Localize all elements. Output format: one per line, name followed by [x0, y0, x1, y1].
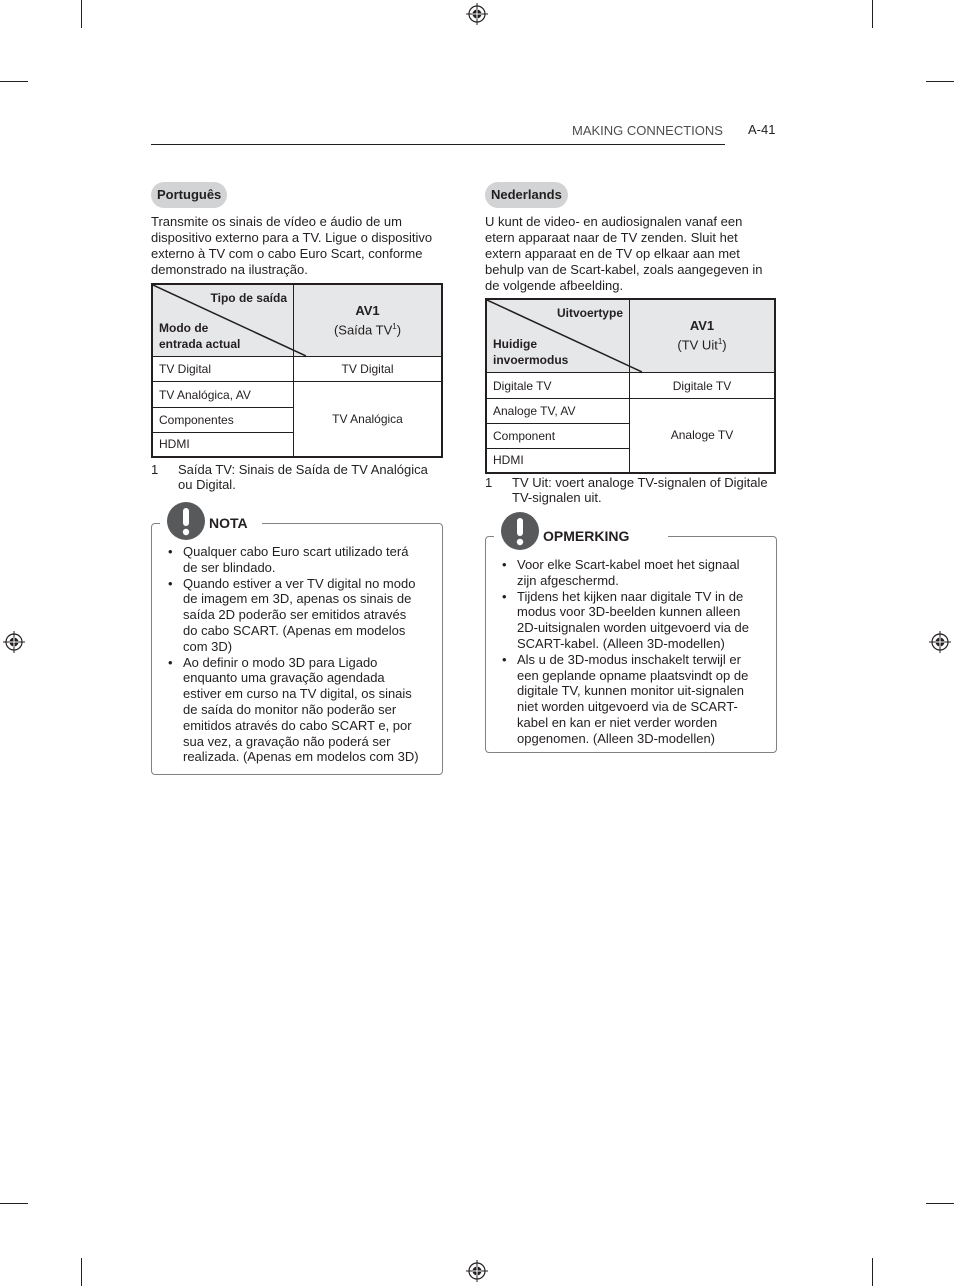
exclamation-icon — [166, 501, 206, 541]
note-item: • Ao definir o modo 3D para Ligado enquanto uma gravação agendada estiver em curso na TV digital, os sinais de saída do monitor não poderão ser emitidos através do cabo SCART e, por sua vez, a gravação não poderá ser realizada. (Apenas em modelos com 3D) — [167, 655, 437, 766]
registration-mark-icon — [466, 1260, 488, 1282]
note-item: • Tijdens het kijken naar digitale TV in de modus voor 3D-beelden kunnen alleen 2D-uitsignalen worden uitgevoerd via de SCART-kabel. (Alleen 3D-modellen) — [501, 589, 771, 652]
crop-mark — [872, 1258, 873, 1286]
table-footnote: 1 TV Uit: voert analoge TV-signalen of Digitale TV-signalen uit. — [485, 475, 768, 505]
table-row-label: Digitale TV — [486, 373, 630, 399]
table-cell: Digitale TV — [630, 373, 776, 399]
language-label-dutch: Nederlands — [485, 182, 568, 208]
note-title-text: OPMERKING — [543, 528, 630, 544]
crop-mark — [81, 1258, 82, 1286]
section-title: MAKING CONNECTIONS — [572, 123, 723, 138]
connection-table — [151, 283, 443, 458]
table-cell: Analoge TV — [630, 399, 776, 473]
table-corner-cell: Tipo de saída Modo de entrada actual — [152, 284, 294, 357]
table-row-label: Analoge TV, AV — [486, 399, 630, 424]
note-item: • Als u de 3D-modus inschakelt terwijl er een geplande opname plaatsvindt op de digitale TV, kunnen monitor uit-signalen niet worden uitgevoerd via de SCART- kabel en kan er niet verder worden opgenomen. (Alleen 3D-modellen) — [501, 652, 771, 747]
note-box — [151, 523, 443, 775]
table-row-label: Component — [486, 424, 630, 449]
header-rule — [151, 144, 725, 145]
crop-mark — [0, 81, 28, 82]
crop-mark — [872, 0, 873, 28]
intro-paragraph: Transmite os sinais de vídeo e áudio de um dispositivo externo para a TV. Ligue o dispositivo externo à TV com o cabo Euro Scart, conforme demonstrado na ilustração. — [151, 214, 433, 277]
table-footnote: 1 Saída TV: Sinais de Saída de TV Analógica ou Digital. — [151, 462, 428, 492]
table-cell: TV Digital — [294, 357, 443, 382]
crop-mark — [0, 1203, 28, 1204]
table-cell: TV Analógica — [294, 382, 443, 457]
exclamation-icon — [500, 511, 540, 551]
note-box — [485, 536, 777, 753]
table-row-label: HDMI — [152, 433, 294, 457]
crop-mark — [81, 0, 82, 28]
registration-mark-icon — [466, 3, 488, 25]
note-title-text: NOTA — [209, 515, 248, 531]
crop-mark — [926, 1203, 954, 1204]
note-item: • Voor elke Scart-kabel moet het signaal zijn afgeschermd. — [501, 557, 771, 589]
language-label-portuguese: Português — [151, 182, 227, 208]
connection-table — [485, 298, 776, 474]
note-item: • Qualquer cabo Euro scart utilizado terá de ser blindado. — [167, 544, 437, 576]
table-row-label: TV Analógica, AV — [152, 382, 294, 408]
intro-paragraph: U kunt de video- en audiosignalen vanaf een etern apparaat naar de TV zenden. Sluit het extern apparaat en de TV op elkaar aan met behulp van de Scart-kabel, zoals aangegeven in de volgende afbeelding. — [485, 214, 763, 293]
page-number: A-41 — [748, 122, 776, 137]
table-corner-cell: Uitvoertype Huidige invoermodus — [486, 299, 630, 373]
crop-mark — [926, 81, 954, 82]
table-column-header: AV1 (TV Uit$^1$) — [630, 299, 776, 373]
registration-mark-icon — [929, 631, 951, 653]
note-list — [501, 557, 771, 747]
note-item: • Quando estiver a ver TV digital no modo de imagem em 3D, apenas os sinais de saída 2D poderão ser emitidos através do cabo SCART. (Apenas em modelos com 3D) — [167, 576, 437, 655]
table-row-label: HDMI — [486, 449, 630, 473]
table-row-label: TV Digital — [152, 357, 294, 382]
table-row-label: Componentes — [152, 408, 294, 433]
table-column-header: AV1 (Saída $TV^1$) — [294, 284, 443, 357]
registration-mark-icon — [3, 631, 25, 653]
note-list — [167, 544, 437, 765]
